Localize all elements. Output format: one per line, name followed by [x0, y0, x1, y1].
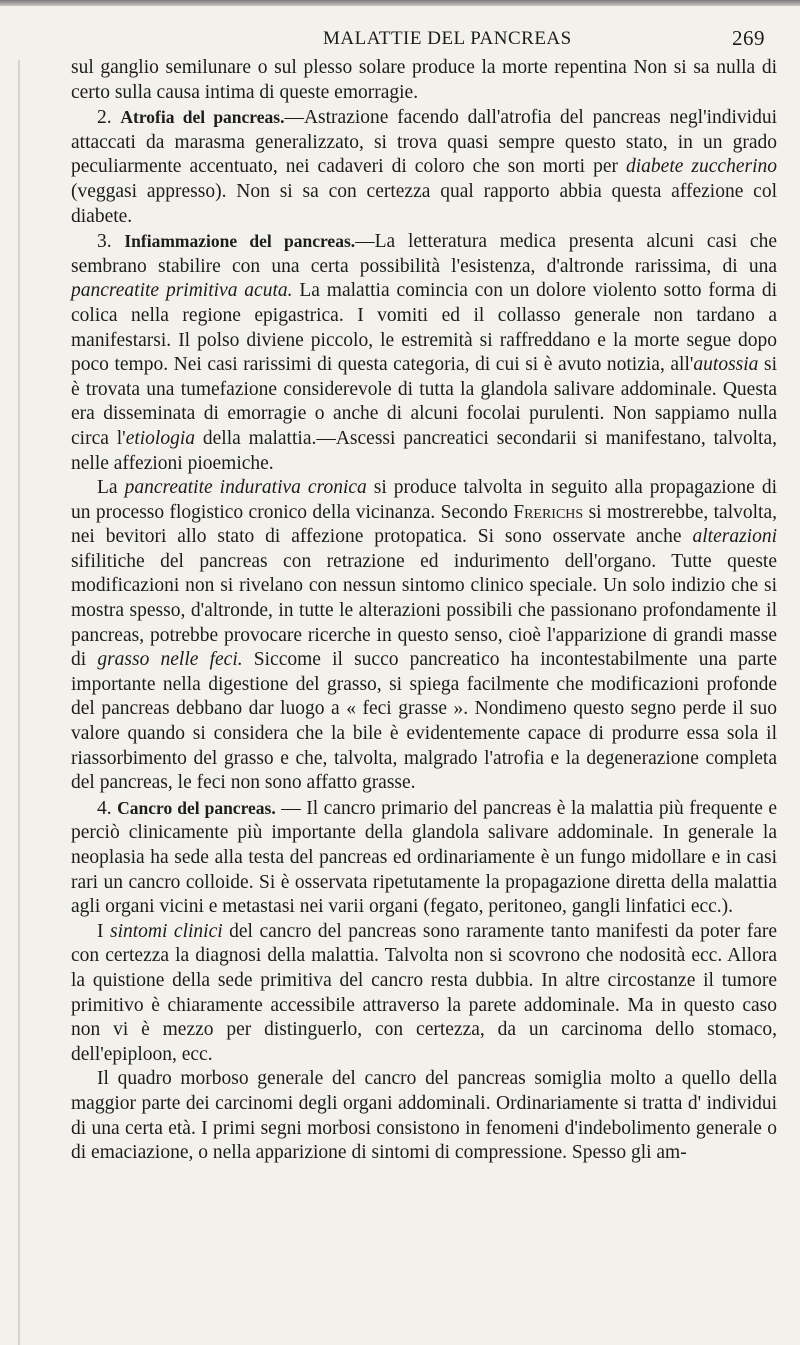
text-run: — Il cancro primario del pancreas è la malattia più frequente e perciò clinicamente più importante della glandola salivare addominale. In generale la neoplasia ha sede alla testa del pancreas ed ordinariamente è un fungo midollare e in casi rari un cancro colloide. Si è osservata ripetutamente la propagazione diretta della malattia agli organi vicini e metastasi nei varii organi (fegato, peritoneo, gangli linfatici ecc.). — [71, 797, 778, 918]
text-run: 4. — [97, 797, 118, 819]
text-run: del cancro del pancreas sono raramente tanto manifesti da poter fare con certezza la diagnosi della malattia. Talvolta non si scovrono che nodosità ecc. Allora la quistione della sede primitiva del cancro resta dubbia. In altre circostanze il tumore primitivo è chiaramente accessibile attraverso la parete addominale. Ma in questo caso non vi è mezzo per distinguerlo, con certezza, da un carcinoma dello stomaco, dell'epiploon, ecc. — [71, 920, 778, 1065]
text-run: La malattia comincia con un dolore violento sotto forma di colica nella regione epigastrica. I vomiti ed il collasso generale non tardano a manifestarsi. Il polso diviene piccolo, le estremità si raffreddano e la morte segue dopo poco tempo. Nei casi rarissimi di questa categoria, di cui si è avuto notizia, all' — [71, 280, 778, 376]
italic-term: pancreatite indurativa cronica — [124, 477, 367, 499]
text-run: La — [97, 477, 125, 499]
text-run: —La letteratura medica presenta alcuni casi che sembrano stabilire con una certa possibilità l'esistenza, d'altronde rarissima, di una — [71, 231, 777, 277]
text-run: I — [97, 920, 110, 942]
section-heading: Atrofia del pancreas. — [120, 107, 285, 128]
italic-term: autossia — [693, 354, 759, 376]
paragraph-atrofia — [71, 105, 777, 229]
text-run: 2. — [97, 107, 121, 129]
paragraph-infiammazione — [71, 229, 777, 476]
text-run: si mostrerebbe, talvolta, nei bevitori allo stato di affezione protopatica. Si sono osservate anche — [71, 501, 777, 548]
italic-term: etiologia — [125, 427, 196, 449]
italic-term: grasso nelle feci. — [97, 649, 243, 671]
running-header — [75, 26, 765, 56]
italic-term: sintomi clinici — [110, 920, 223, 942]
text-run: 3. — [97, 231, 125, 253]
text-run: Siccome il succo pancreatico ha incontestabilmente una parte importante nella digestione del grasso, si spiega facilmente che modificazioni profonde del pancreas debbano dar luogo a « feci grasse ». Nondimeno questo segno perde il suo valore quando si considera che la bile è evidentemente capace di produrre essa sola il riassorbimento del grasso e che, talvolta, malgrado l'atrofia e la degenerazione completa del pancreas, le feci non sono affatto grasse. — [71, 649, 777, 794]
text-run: della malattia.—Ascessi pancreatici secondarii si manifestano, talvolta, nelle affezioni pioemiche. — [71, 427, 777, 474]
running-title: MALATTIE DEL PANCREAS — [323, 28, 572, 49]
italic-term: diabete zuccherino — [626, 156, 777, 178]
paragraph-cancro — [71, 796, 777, 920]
paragraph-emorragie — [71, 56, 777, 105]
italic-term: alterazioni — [692, 526, 777, 548]
text-run: (veggasi appresso). Non si sa con certezza qual rapporto abbia questa affezione col diabete. — [71, 180, 777, 227]
text-run: si è trovata una tumefazione considerevole di tutta la glandola salivare addominale. Questa era disseminata di emorragie o anche di alcuni focolai purulenti. Non sappiamo nulla circa l' — [71, 354, 777, 449]
paragraph-sintomi-clinici — [71, 920, 777, 1068]
binding-edge — [18, 60, 20, 1345]
text-run: —Astrazione facendo dall'atrofia del pancreas negl'individui attaccati da marasma generalizzato, si trova quasi sempre questo stato, in un grado peculiarmente accentuato, nei cadaveri di coloro che son morti per — [71, 107, 778, 178]
top-scan-edge — [0, 0, 800, 6]
page-number: 269 — [732, 26, 765, 50]
paragraph-quadro-morboso — [71, 1067, 777, 1165]
italic-term: pancreatite primitiva acuta. — [71, 280, 293, 302]
paragraph-pancreatite-cronica — [71, 476, 777, 796]
section-heading: Infiammazione del pancreas. — [124, 231, 356, 252]
section-heading: Cancro del pancreas. — [117, 797, 276, 818]
text-run: sifilitiche del pancreas con retrazione ed indurimento dell'organo. Tutte queste modificazioni non si rivelano con nessun sintomo clinico speciale. Un solo indizio che si mostra spesso, d'altronde, in tutte le alterazioni possibili che passionano profondamente il pancreas, potrebbe provocare ricerche in questo senso, cioè l'apparizione di grandi masse di — [71, 550, 777, 671]
page-body — [71, 56, 777, 1166]
text-run: Il quadro morboso generale del cancro del pancreas somiglia molto a quello della maggior parte dei carcinomi degli organi addominali. Ordinariamente si tratta d' individui di una certa età. I primi segni morbosi consistono in fenomeni d'indebolimento generale o di emaciazione, o nella apparizione di sintomi di compressione. Spesso gli am- — [71, 1068, 777, 1164]
author-name: Frerichs — [513, 501, 584, 523]
text-run: si produce talvolta in seguito alla propagazione di un processo flogistico cronico della vicinanza. Secondo — [71, 477, 777, 523]
text-run: sul ganglio semilunare o sul plesso solare produce la morte repentina Non si sa nulla di certo sulla causa intima di queste emorragie. — [71, 57, 777, 103]
